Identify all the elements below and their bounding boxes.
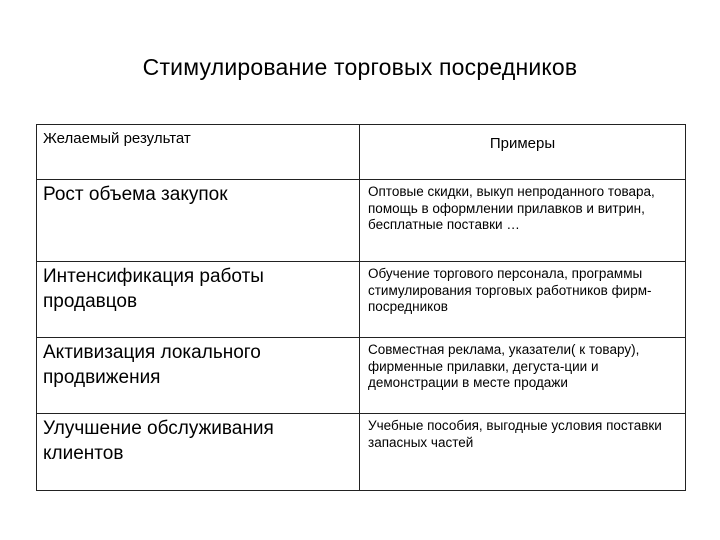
page-title: Стимулирование торговых посредников	[142, 54, 578, 80]
examples-cell: Оптовые скидки, выкуп непроданного товара, помощь в оформлении прилавков и витрин, бесплатные поставки …	[360, 180, 686, 262]
result-cell: Рост объема закупок	[37, 180, 360, 262]
table-row	[37, 180, 686, 262]
table-row	[37, 414, 686, 491]
table-header-row	[37, 125, 686, 180]
result-cell: Активизация локального продвижения	[37, 338, 360, 414]
examples-cell: Обучение торгового персонала, программы стимулирования торговых работников фирм-посредников	[360, 262, 686, 338]
header-examples: Примеры	[360, 125, 686, 180]
examples-cell: Учебные пособия, выгодные условия поставки запасных частей	[360, 414, 686, 491]
table-row	[37, 262, 686, 338]
result-cell: Интенсификация работы продавцов	[37, 262, 360, 338]
examples-cell: Совместная реклама, указатели( к товару), фирменные прилавки, дегуста-ции и демонстрации в месте продажи	[360, 338, 686, 414]
table-row	[37, 338, 686, 414]
header-result: Желаемый результат	[37, 125, 360, 180]
result-cell: Улучшение обслуживания клиентов	[37, 414, 360, 491]
results-table	[36, 124, 686, 491]
